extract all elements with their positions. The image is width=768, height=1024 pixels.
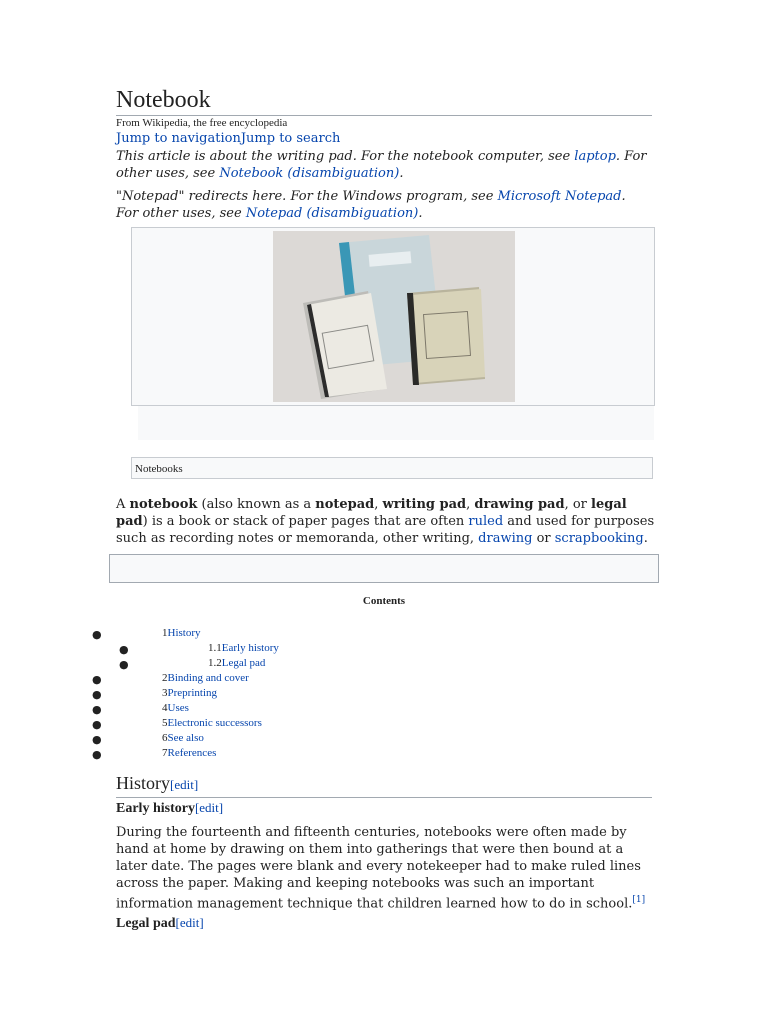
toc-item-electronic[interactable] [162,716,262,731]
toc-number: 6 [162,732,168,744]
bullet-icon: ● [92,688,102,701]
edit-link[interactable]: [edit] [175,915,204,930]
notepad-disambiguation-link[interactable]: Notepad (disambiguation) [245,206,419,221]
term-legal-pad: legal pad [116,497,627,529]
figure-frame [131,227,655,406]
toc-number: 3 [162,687,168,699]
lead-text: , [374,497,383,512]
bullet-icon: ● [92,748,102,761]
bullet-icon: ● [92,733,102,746]
bullet-icon: ● [92,703,102,716]
hatnote-text: . For other uses, see [116,189,626,221]
lead-text: and used for purposes such as recording notes or memoranda, other writing, [116,514,655,546]
reference-link[interactable]: [1] [632,895,646,905]
hatnote-laptop [116,148,652,182]
bullet-icon: ● [92,718,102,731]
toc-item-legal-pad[interactable] [208,656,265,671]
early-history-paragraph [116,824,652,912]
toc-number: 7 [162,747,168,759]
lead-text: or [532,531,555,546]
section-heading-early-history [116,799,223,818]
toc-item-references[interactable] [162,746,216,761]
toc-box [109,554,659,583]
toc-link[interactable]: Early history [221,642,279,654]
term-notebook: notebook [129,497,198,512]
toc-item-binding[interactable] [162,671,249,686]
section-heading-history [116,772,652,798]
toc-item-preprinting[interactable] [162,686,217,701]
heading-text: Early history [116,801,195,816]
lead-text: . [643,531,648,546]
toc-title: Contents [362,595,406,607]
tagline: From Wikipedia, the free encyclopedia [116,117,288,129]
lead-text: (also known as a [197,497,316,512]
lead-text: , [466,497,475,512]
heading-text: History [116,773,170,793]
bullet-icon: ● [119,658,129,671]
section-heading-legal-pad [116,914,204,933]
toc-number: 2 [162,672,168,684]
lead-text: A [116,497,130,512]
toc-item-see-also[interactable] [162,731,204,746]
edit-link[interactable]: [edit] [170,777,199,792]
hatnote-notepad [116,188,652,222]
notebook-disambiguation-link[interactable]: Notebook (disambiguation) [219,166,400,181]
toc-item-uses[interactable] [162,701,189,716]
hatnote-text: . [418,206,423,221]
figure-caption: Notebooks [131,457,653,479]
toc-link[interactable]: Electronic successors [167,717,262,729]
ruled-link[interactable]: ruled [468,514,504,529]
toc-number: 1.1 [208,642,222,654]
page-title: Notebook [116,86,652,116]
term-writing-pad: writing pad [382,497,467,512]
jump-to-navigation-link[interactable]: Jump to navigation [116,131,241,146]
toc-number: 1.2 [208,657,222,669]
jump-to-search-link[interactable]: Jump to search [240,131,341,146]
toc-number: 1 [162,627,168,639]
hatnote-text: . For other uses, see [116,149,647,181]
microsoft-notepad-link[interactable]: Microsoft Notepad [497,189,622,204]
lead-text: ) is a book or stack of paper pages that are often [142,514,469,529]
figure-spacer [138,406,654,440]
bullet-icon: ● [92,673,102,686]
toc-link[interactable]: Uses [167,702,189,714]
term-notepad: notepad [315,497,375,512]
jump-links [116,131,340,146]
edit-link[interactable]: [edit] [194,800,224,815]
hatnote-text: "Notepad" redirects here. For the Windows program, see [116,189,498,204]
toc-link[interactable]: Legal pad [221,657,266,669]
bullet-icon: ● [119,643,129,656]
term-drawing-pad: drawing pad [474,497,565,512]
toc-number: 4 [162,702,168,714]
laptop-link[interactable]: laptop [574,149,616,164]
scrapbooking-link[interactable]: scrapbooking [554,531,644,546]
toc-link[interactable]: Binding and cover [167,672,249,684]
lead-text: , or [564,497,592,512]
toc-link[interactable]: History [167,627,201,639]
hatnote-text: This article is about the writing pad. For the notebook computer, see [116,149,575,164]
lead-paragraph [116,496,656,547]
toc-link[interactable]: See also [167,732,204,744]
heading-text: Legal pad [116,916,176,931]
toc-link[interactable]: Preprinting [167,687,217,699]
paragraph-text: During the fourteenth and fifteenth centuries, notebooks were often made by hand at home by drawing on them into gatherings that were then bound at a later date. The pages were blank and every notekeeper had to make ruled lines across the paper. Making and keeping notebooks was such an important information management technique that children learned how to do in school. [116,825,641,912]
toc-link[interactable]: References [167,747,217,759]
bullet-icon: ● [92,628,102,641]
notebooks-photo[interactable] [273,231,515,402]
toc-item-history[interactable] [162,626,201,641]
hatnote-text: . [399,166,404,181]
toc-number: 5 [162,717,168,729]
toc-item-early-history[interactable] [208,641,279,656]
drawing-link[interactable]: drawing [478,531,533,546]
